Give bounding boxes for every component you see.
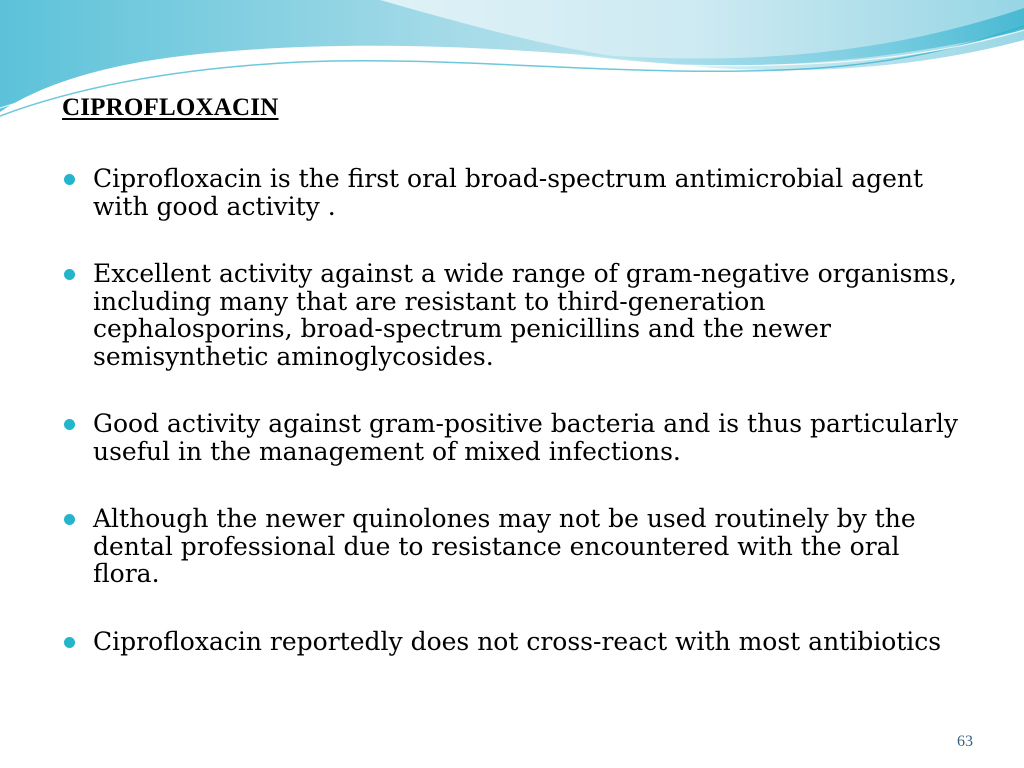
- bullet-item: [62, 410, 962, 465]
- bullet-dot-icon: [64, 174, 75, 185]
- bullet-item: [62, 628, 962, 656]
- bullet-text: Ciprofloxacin is the first oral broad-spectrum antimicrobial agent with good activity .: [93, 164, 924, 221]
- bullet-dot-icon: [64, 514, 75, 525]
- bullet-text: Although the newer quinolones may not be used routinely by the dental professional due to resistance encountered with the oral flora.: [93, 504, 916, 588]
- bullet-item: [62, 260, 962, 370]
- page-number: 63: [957, 733, 973, 750]
- bullet-dot-icon: [64, 637, 75, 648]
- bullet-list: [62, 165, 962, 655]
- slide-title: CIPROFLOXACIN: [62, 94, 279, 121]
- bullet-item: [62, 505, 962, 588]
- bullet-dot-icon: [64, 419, 75, 430]
- bullet-text: Ciprofloxacin reportedly does not cross-react with most antibiotics: [93, 626, 942, 656]
- bullet-text: Good activity against gram-positive bacteria and is thus particularly useful in the management of mixed infections.: [93, 409, 959, 466]
- bullet-item: [62, 165, 962, 220]
- bullet-dot-icon: [64, 269, 75, 280]
- bullet-text: Excellent activity against a wide range of gram-negative organisms, including many that are resistant to third-generation cephalosporins, broad-spectrum penicillins and the newer semisynthetic aminoglycosides.: [93, 259, 957, 371]
